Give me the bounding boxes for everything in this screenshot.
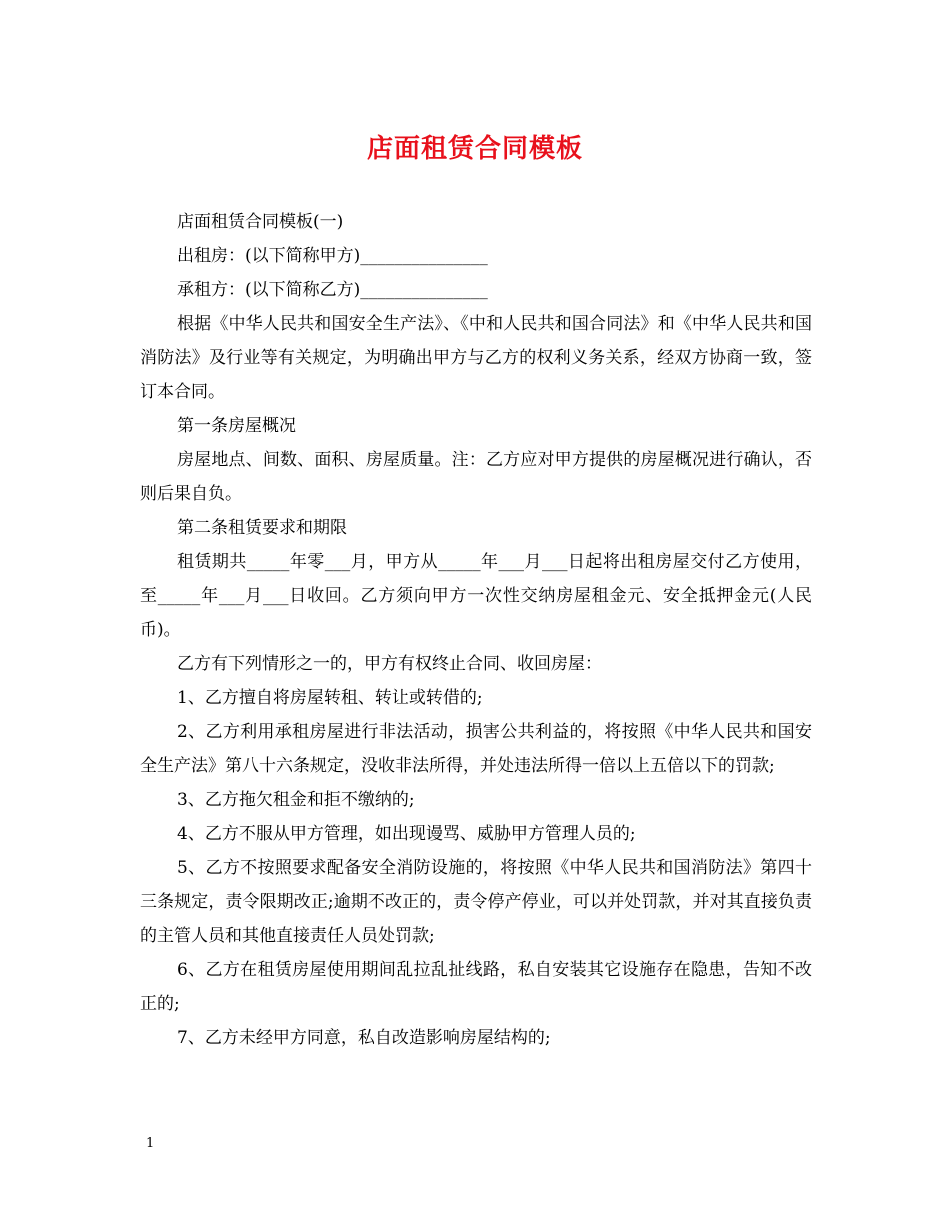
article-1-heading: 第一条房屋概况 xyxy=(177,416,296,436)
list-item: 7、乙方未经甲方同意，私自改造影响房屋结构的; xyxy=(177,1028,551,1048)
document-title: 店面租赁合同模板 xyxy=(366,134,583,164)
paragraph-lessee: 承租方：(以下简称乙方)_______________ xyxy=(177,280,488,300)
paragraph-lessor: 出租房：(以下简称甲方)_______________ xyxy=(177,246,488,266)
paragraph-preamble: 根据《中华人民共和国安全生产法》、《中和人民共和国合同法》和《中华人民共和国消防法》及行业等有关规定，为明确出甲方与乙方的权利义务关系，经双方协商一致，签订本合同。 xyxy=(140,314,812,402)
article-2-heading: 第二条租赁要求和期限 xyxy=(177,518,347,538)
paragraph-heading: 店面租赁合同模板(一) xyxy=(177,212,344,232)
article-1-text: 房屋地点、间数、面积、房屋质量。注：乙方应对甲方提供的房屋概况进行确认，否则后果自负。 xyxy=(140,450,812,504)
list-item: 3、乙方拖欠租金和拒不缴纳的; xyxy=(177,790,415,810)
list-item: 2、乙方利用承租房屋进行非法活动，损害公共利益的，将按照《中华人民共和国安全生产法》第八十六条规定，没收非法所得，并处违法所得一倍以上五倍以下的罚款; xyxy=(140,722,812,776)
termination-intro: 乙方有下列情形之一的，甲方有权终止合同、收回房屋： xyxy=(177,654,602,674)
list-item: 5、乙方不按照要求配备安全消防设施的，将按照《中华人民共和国消防法》第四十三条规定，责令限期改正;逾期不改正的，责令停产停业，可以并处罚款，并对其直接负责的主管人员和其他直接责任人员处罚款; xyxy=(140,858,812,946)
article-2-text: 租赁期共_____年零___月，甲方从_____年___月___日起将出租房屋交付乙方使用，至_____年___月___日收回。乙方须向甲方一次性交纳房屋租金元、安全抵押金元(人民币)。 xyxy=(140,552,812,640)
document-body xyxy=(140,205,812,1055)
list-item: 1、乙方擅自将房屋转租、转让或转借的; xyxy=(177,688,483,708)
list-item: 4、乙方不服从甲方管理，如出现谩骂、威胁甲方管理人员的; xyxy=(177,824,636,844)
page-number: 1 xyxy=(146,1136,155,1151)
list-item: 6、乙方在租赁房屋使用期间乱拉乱扯线路，私自安装其它设施存在隐患，告知不改正的; xyxy=(140,960,812,1014)
